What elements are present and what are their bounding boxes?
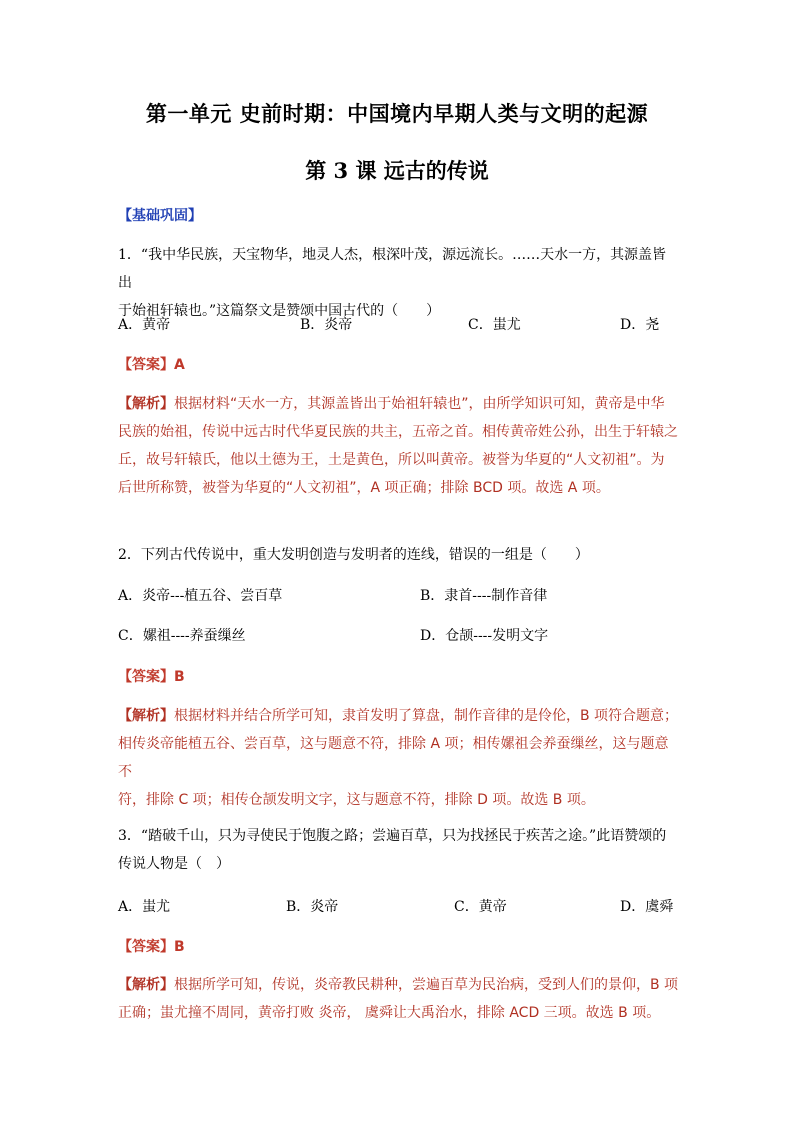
unit-title: 第一单元 史前时期：中国境内早期人类与文明的起源 [145,101,649,126]
question-1-answer: 【答案】A [118,357,185,373]
question-1-stem-line: 于始祖轩辕也。”这篇祭文是赞颂中国古代的（ ） [118,303,441,319]
analysis-line: 相传炎帝能植五谷、尝百草，这与题意不符，排除 A 项；相传嫘祖会养蚕缫丝，这与题意不 [118,736,669,780]
question-2-stem [118,541,678,569]
option-a: A．蚩尤 [118,899,171,915]
question-1-analysis [118,390,680,502]
question-2-stem-line: 2．下列古代传说中，重大发明创造与发明者的连线，错误的一组是（ ） [118,547,589,563]
question-3-stem [118,822,678,878]
question-1-stem [118,241,678,325]
analysis-label: 【解析】 [118,977,174,993]
analysis-text: 根据材料“天水一方，其源盖皆出于始祖轩辕也”，由所学知识可知，黄帝是中华 [174,396,665,412]
analysis-label: 【解析】 [118,708,174,724]
question-3-stem-line: 传说人物是（ ） [118,856,230,872]
option-d: D．尧 [620,317,660,333]
analysis-line: 丘，故号轩辕氏，他以土德为王，土是黄色，所以叫黄帝。被誉为华夏的“人文初祖”。为 [118,452,665,468]
option-b: B．隶首----制作音律 [420,588,548,604]
question-2-analysis [118,702,680,814]
question-2-options-row-1 [118,585,678,605]
analysis-line [118,702,680,730]
analysis-label: 【解析】 [118,396,174,412]
question-3-stem-line: 3．“踏破千山，只为寻使民于饱腹之路；尝遍百草，只为找拯民于疾苦之途。”此语赞颂的 [118,828,667,844]
option-d: D．仓颉----发明文字 [420,628,549,644]
question-3-analysis [118,971,680,1027]
option-a: A．炎帝---植五谷、尝百草 [118,588,283,604]
analysis-line: 正确；蚩尤撞不周同，黄帝打败 炎帝， 虞舜让大禹治水，排除 ACD 三项。故选 B 项。 [118,1005,661,1021]
analysis-line: 符，排除 C 项；相传仓颉发明文字，这与题意不符，排除 D 项。故选 B 项。 [118,792,595,808]
question-1-options [118,314,678,334]
option-c: C．蚩尤 [468,317,521,333]
question-2-options-row-2 [118,625,678,645]
option-c: C．嫘祖----养蚕缫丝 [118,628,246,644]
section-label: 【基础巩固】 [118,208,202,224]
question-3-answer: 【答案】B [118,939,185,955]
analysis-text: 根据材料并结合所学可知，隶首发明了算盘，制作音律的是伶伦，B 项符合题意； [174,708,679,724]
lesson-title: 第 3 课 远古的传说 [305,158,489,183]
question-2-answer: 【答案】B [118,669,185,685]
analysis-line: 民族的始祖，传说中远古时代华夏民族的共主，五帝之首。相传黄帝姓公孙，出生于轩辕之 [118,424,678,440]
option-c: C．黄帝 [454,899,507,915]
option-b: B．炎帝 [286,899,339,915]
analysis-line [118,971,680,999]
option-b: B．炎帝 [300,317,353,333]
analysis-text: 根据所学可知，传说，炎帝教民耕种，尝遍百草为民治病，受到人们的景仰，B 项 [174,977,679,993]
analysis-line [118,390,680,418]
option-d: D．虞舜 [620,899,674,915]
question-3-options [118,896,678,916]
question-1-stem-line: 1．“我中华民族，天宝物华，地灵人杰，根深叶茂，源远流长。……天水一方，其源盖皆出 [118,247,667,291]
analysis-line: 后世所称赞，被誉为华夏的“人文初祖”，A 项正确；排除 BCD 项。故选 A 项。 [118,480,610,496]
option-a: A．黄帝 [118,317,171,333]
